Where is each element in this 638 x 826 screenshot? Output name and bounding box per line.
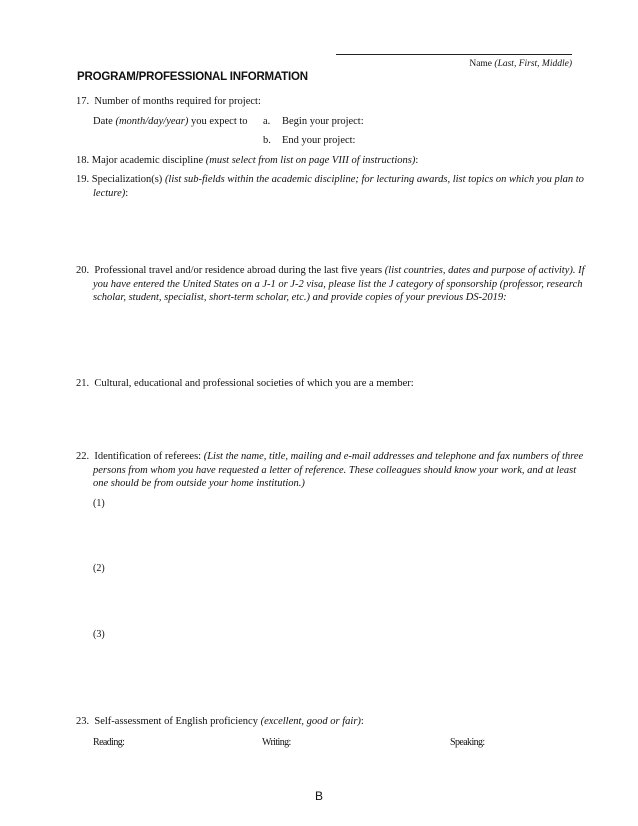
q20-number: 20. [76,265,90,276]
q22-number: 22. [76,451,90,462]
name-hint: (Last, First, Middle) [494,59,572,69]
q20-text: Professional travel and/or residence abroad during the last five years [94,265,383,276]
section-title: PROGRAM/PROFESSIONAL INFORMATION [77,71,308,83]
q22-text: Identification of referees: [94,451,202,462]
q19-text: Specialization(s) [91,174,163,185]
referee-3-label: (3) [93,629,105,640]
q17-opt-a-letter: a. [263,116,271,127]
q20-hint-2: If you have entered the United States on a J-1 or J-2 visa, please list the J category of sponsorship (professor, research scholar, student, specialist, short-term scholar, etc.) and provide copies of your previous DS-2019: [93,265,585,303]
referee-2-label: (2) [93,563,105,574]
name-label [469,59,572,69]
question-21 [76,377,571,391]
q22-hint: (List the name, title, mailing and e-mail addresses and telephone and fax numbers of three persons from whom you have requested a letter of reference. These colleagues should know your work, and at least one should be from outside your home institution.) [93,451,584,489]
name-label-text: Name [469,59,493,69]
referee-1-label: (1) [93,498,105,509]
q21-number: 21. [76,378,90,389]
q17-option-a-text: Begin your project: [282,116,364,127]
q17-option-b [263,135,271,146]
question-22 [76,450,593,491]
q20-hint: (list countries, dates and purpose of activity). [384,265,576,276]
writing-label: Writing: [262,737,291,748]
question-18 [76,154,571,168]
speaking-label: Speaking: [450,737,485,748]
q17-date-hint: (month/day/year) [115,116,189,127]
q17-opt-b-letter: b. [263,135,271,146]
question-20 [76,264,593,305]
q23-suffix: : [360,716,364,727]
q17-date-prefix: Date [93,116,113,127]
q19-hint: (list sub-fields within the academic discipline; for lecturing awards, list topics on which you plan to lecture) [93,174,584,199]
q18-hint: (must select from list on page VIII of instructions) [205,155,416,166]
q23-number: 23. [76,716,90,727]
page-letter: B [314,789,323,803]
name-signature-line [336,54,572,55]
question-19 [76,173,593,200]
q23-hint: (excellent, good or fair) [260,716,361,727]
q17-option-a [263,116,270,127]
q18-number: 18. [76,155,90,166]
q18-text: Major academic discipline [91,155,204,166]
q23-text: Self-assessment of English proficiency [94,716,258,727]
question-17 [76,95,571,109]
q17-date-label [93,116,248,127]
q17-number: 17. [76,96,90,107]
q18-suffix: : [415,155,419,166]
q19-number: 19. [76,174,90,185]
q17-text: Number of months required for project: [94,96,261,107]
question-23 [76,715,571,729]
q19-suffix: : [125,187,129,199]
q21-text: Cultural, educational and professional societies of which you are a member: [94,378,414,389]
q17-option-b-text: End your project: [282,135,356,146]
q17-date-suffix: you expect to [190,116,248,127]
reading-label: Reading: [93,737,125,748]
